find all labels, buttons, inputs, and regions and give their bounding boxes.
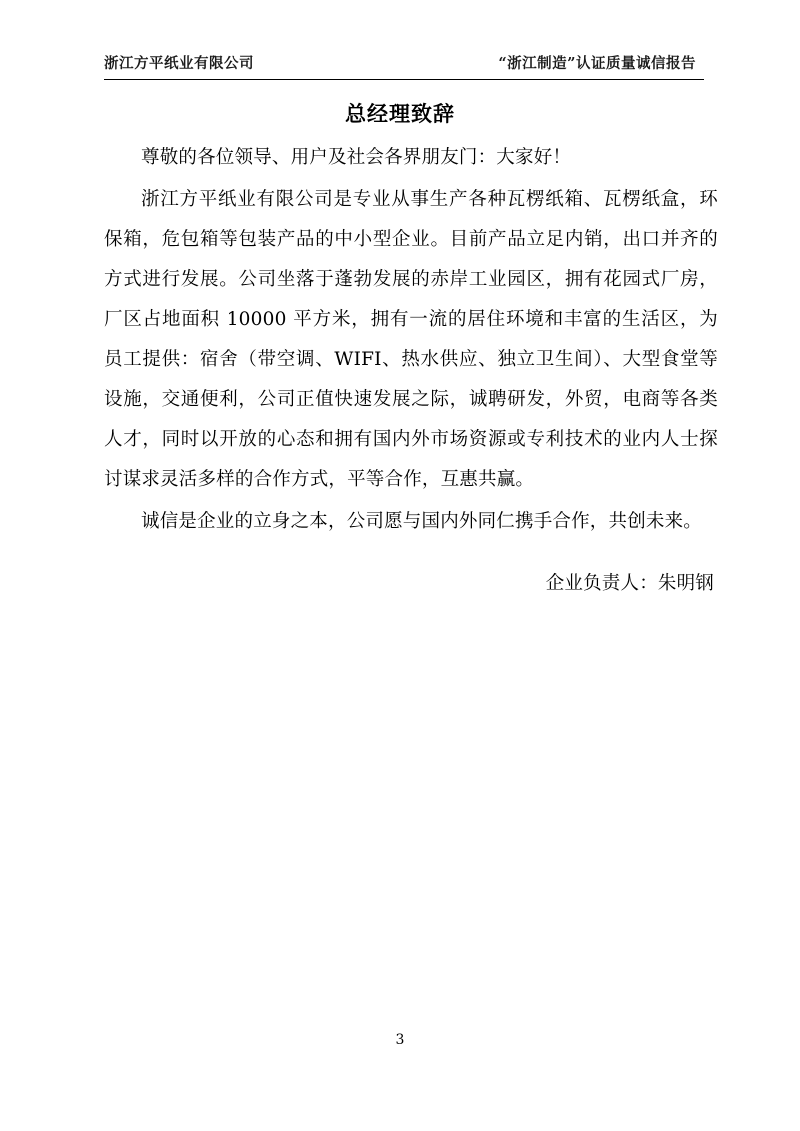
paragraph-company-intro: 浙江方平纸业有限公司是专业从事生产各种瓦楞纸箱、瓦楞纸盒，环保箱，危包箱等包装产品的中小型企业。目前产品立足内销，出口并齐的方式进行发展。公司坐落于蓬勃发展的赤岸工业园区，拥有花园式厂房，厂区占地面积 10000 平方米，拥有一流的居住环境和丰富的生活区，为员工提供：宿舍（带空调、WIFI、热水供应、独立卫生间）、大型食堂等设施，交通便利，公司正值快速发展之际，诚聘研发，外贸，电商等各类人才，同时以开放的心态和拥有国内外市场资源或专利技术的业内人士探讨谋求灵活多样的合作方式，平等合作，互惠共赢。 [104, 189, 718, 490]
header-report-title: “浙江制造”认证质量诚信报告 [498, 55, 696, 72]
paragraph-closing: 诚信是企业的立身之本，公司愿与国内外同仁携手合作，共创未来。 [141, 511, 703, 532]
document-body [104, 138, 718, 623]
signature-line: 企业负责人：朱明钢 [545, 573, 714, 594]
header-company-name: 浙江方平纸业有限公司 [104, 55, 254, 72]
running-header [104, 52, 704, 80]
page-title: 总经理致辞 [345, 101, 455, 126]
paragraph-greeting: 尊敬的各位领导、用户及社会各界朋友门：大家好！ [141, 147, 572, 168]
page-number: 3 [395, 1032, 405, 1048]
